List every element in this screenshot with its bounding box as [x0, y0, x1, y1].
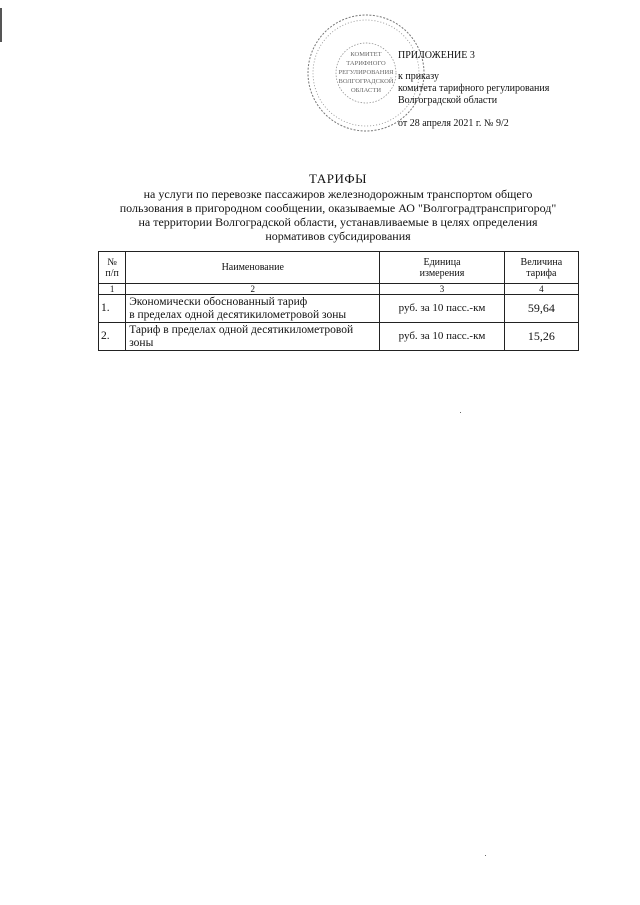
header-value-line: Величина	[520, 256, 563, 268]
appendix-order-line: к приказу	[398, 71, 439, 82]
appendix-header	[398, 50, 549, 130]
header-unit-line: измерения	[419, 267, 465, 279]
row-name-line: в пределах одной десятикилометровой зоны	[129, 308, 347, 321]
row-name-line: Тариф в пределах одной десятикилометровой	[129, 323, 354, 336]
svg-text:ОБЛАСТИ: ОБЛАСТИ	[350, 87, 382, 94]
document-subtitle-line: на услуги по перевозке пассажиров железнодорожным транспортом общего	[143, 187, 533, 201]
scan-edge-mark	[0, 8, 2, 42]
appendix-region-line: Волгоградской области	[398, 95, 498, 106]
scan-speck	[485, 855, 486, 856]
header-value-line: тарифа	[526, 267, 557, 279]
row-value: 59,64	[504, 295, 578, 323]
column-number: 1	[99, 284, 126, 295]
header-unit-line: Единица	[423, 256, 461, 268]
column-number: 2	[126, 284, 380, 295]
row-unit: руб. за 10 пасс.-км	[380, 323, 504, 351]
header-value	[504, 252, 578, 284]
document-subtitle-line: пользования в пригородном сообщении, оказываемые АО "Волгоградтранспригород"	[119, 201, 557, 215]
appendix-date-line: от 28 апреля 2021 г. № 9/2	[398, 118, 509, 129]
table-header-row	[99, 252, 579, 284]
column-number: 3	[380, 284, 504, 295]
scan-speck	[460, 412, 461, 413]
table-row	[99, 323, 579, 351]
header-number-line: п/п	[105, 267, 119, 279]
appendix-committee-line: комитета тарифного регулирования	[398, 83, 550, 94]
document-title-block	[60, 172, 616, 243]
svg-text:КОМИТЕТ: КОМИТЕТ	[350, 51, 382, 58]
svg-text:РЕГУЛИРОВАНИЯ: РЕГУЛИРОВАНИЯ	[338, 69, 394, 76]
row-name-line: зоны	[129, 336, 154, 349]
row-value: 15,26	[504, 323, 578, 351]
row-name	[126, 323, 380, 351]
header-number-line: №	[107, 256, 117, 268]
appendix-title: ПРИЛОЖЕНИЕ 3	[398, 50, 475, 61]
svg-text:ВОЛГОГРАДСКОЙ: ВОЛГОГРАДСКОЙ	[338, 78, 394, 85]
row-number: 1.	[99, 295, 126, 323]
row-name-line: Экономически обоснованный тариф	[129, 295, 308, 308]
document-subtitle-line: на территории Волгоградской области, устанавливаемые в целях определения	[138, 215, 538, 229]
header-number	[99, 252, 126, 284]
table-row	[99, 295, 579, 323]
tariffs-table	[98, 251, 579, 351]
column-number: 4	[504, 284, 578, 295]
column-number-row	[99, 284, 579, 295]
svg-text:ТАРИФНОГО: ТАРИФНОГО	[346, 60, 386, 67]
document-subtitle-line: нормативов субсидирования	[265, 229, 411, 243]
document-title: ТАРИФЫ	[309, 171, 367, 186]
header-unit	[380, 252, 504, 284]
header-name: Наименование	[126, 252, 380, 284]
row-unit: руб. за 10 пасс.-км	[380, 295, 504, 323]
row-name	[126, 295, 380, 323]
row-number: 2.	[99, 323, 126, 351]
